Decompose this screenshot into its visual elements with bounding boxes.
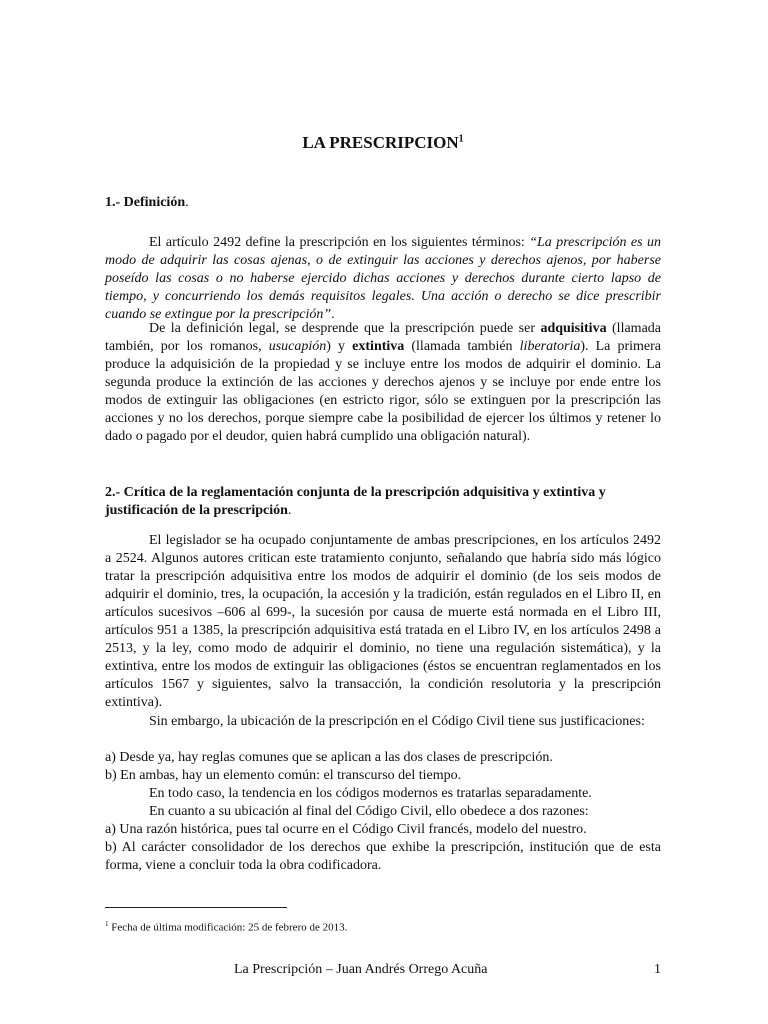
- p2-extintiva: extintiva: [352, 339, 405, 354]
- p2-usucapion: usucapión: [268, 339, 327, 354]
- p2-a: De la definición legal, se desprende que la prescripción puede ser: [149, 321, 541, 336]
- p2-adquisitiva: adquisitiva: [540, 321, 607, 336]
- section-1-heading-text: 1.- Definición: [105, 195, 186, 210]
- list-item-a2: a) Una razón histórica, pues tal ocurre en el Código Civil francés, modelo del nuestro.: [105, 822, 587, 837]
- section-1-heading: [105, 194, 661, 212]
- p1-lead: El artículo 2492 define la prescripción en los siguientes términos:: [149, 235, 530, 250]
- section-2-heading-tail: .: [287, 503, 292, 518]
- section-2-paragraph-1: El legislador se ha ocupado conjuntamente de ambas prescripciones, en los artículos 2492 a 2524. Algunos autores critican este tratamiento conjunto, señalando que habría sido más lógico tratar la prescripción adquisitiva entre los modos de adquirir el dominio (de los seis modos de adquirir el dominio, tres, la ocupación, la accesión y la tradición, están regulados en el Libro II, en artículos sucesivos –606 al 699-, la sucesión por causa de muerte está normada en el Libro III, artículos 951 a 1385, la prescripción adquisitiva está tratada en el Libro IV, en los artículos 2498 a 2513, y la ley, como modo de adquirir el dominio, no tiene una regulación sistemática), y la extintiva, entre los modos de extinguir las obligaciones (éstos se encuentran reglamentados en los artículos 1567 y siguientes, salvo la transacción, la condición resolutoria y la prescripción extintiva).: [105, 533, 661, 710]
- p1-end: .: [331, 307, 335, 322]
- p2-g: (llamada también: [404, 339, 520, 354]
- footer-author: La Prescripción – Juan Andrés Orrego Acuña: [234, 962, 488, 977]
- list-item-b2: b) Al carácter consolidador de los derechos que exhibe la prescripción, institución que de esta forma, viene a concluir toda la obra codificadora.: [105, 840, 661, 873]
- section-1-paragraph-2: [105, 320, 661, 446]
- title-footnote-mark: 1: [458, 133, 464, 145]
- footnote-text: Fecha de última modificación: 25 de febrero de 2013.: [108, 921, 348, 934]
- list-item-a1: a) Desde ya, hay reglas comunes que se aplican a las dos clases de prescripción.: [105, 750, 553, 765]
- section-2-paragraph-2: Sin embargo, la ubicación de la prescripción en el Código Civil tiene sus justificaciones:: [149, 714, 645, 729]
- title-text: LA PRESCRIPCION: [302, 133, 459, 152]
- section-1-paragraph-1: [105, 234, 661, 324]
- list-item-b1: b) En ambas, hay un elemento común: el transcurso del tiempo.: [105, 768, 462, 783]
- p2-c: (llamada también, por los romanos,: [105, 321, 661, 354]
- footnote: [105, 917, 347, 935]
- section-1-heading-tail: .: [185, 195, 189, 210]
- section-2-heading: [105, 484, 661, 520]
- p1-quote: “La prescripción es un modo de adquirir las cosas ajenas, o de extinguir las acciones y derechos ajenos, por haberse poseído las cosas o no haberse ejercido dichas acciones y derechos durante cierto lapso de tiempo, y concurriendo los demás requisitos legales. Una acción o derecho se dice prescribir cuando se extingue por la prescripción”: [105, 235, 662, 322]
- footnote-separator: [105, 907, 287, 908]
- footnote-mark: 1: [105, 920, 109, 928]
- section-2-paragraph-3: En todo caso, la tendencia en los códigos modernos es tratarlas separadamente.: [149, 786, 592, 801]
- section-2-paragraph-4: En cuanto a su ubicación al final del Código Civil, ello obedece a dos razones:: [149, 804, 589, 819]
- p2-i: ). La primera produce la adquisición de la propiedad y se incluye entre los modos de adquirir el dominio. La segunda produce la extinción de las acciones y derechos ajenos y se incluye por ende entre los modos de extinguir las obligaciones (en estricto rigor, sólo se extinguen por la prescripción las acciones y no los derechos, porque siempre cabe la posibilidad de ejercer los últimos y retener lo dado o pagado por el deudor, quien habrá cumplido una obligación natural).: [105, 339, 662, 444]
- section-2-heading-text: 2.- Crítica de la reglamentación conjunta de la prescripción adquisitiva y extintiva y justificación de la prescripción: [105, 485, 606, 518]
- p2-liberatoria: liberatoria: [519, 339, 581, 354]
- p2-e: ) y: [326, 339, 353, 354]
- document-title: [105, 133, 661, 153]
- page-number: 1: [654, 962, 661, 977]
